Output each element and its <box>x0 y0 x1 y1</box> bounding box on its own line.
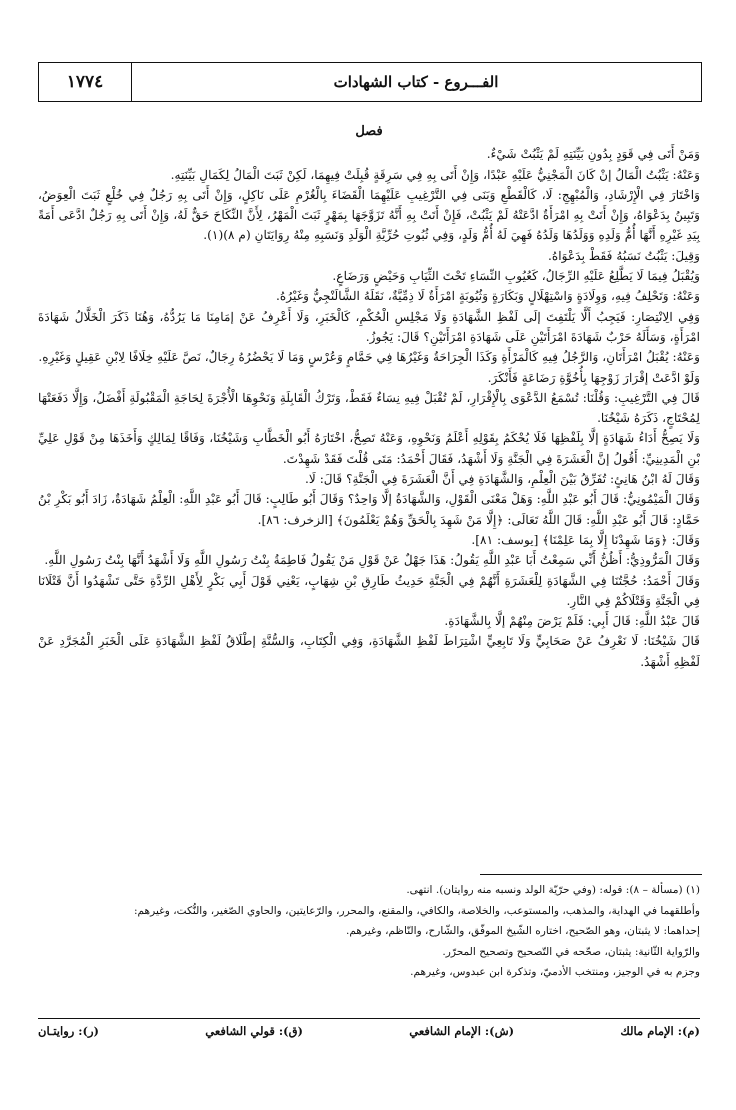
paragraph: وَمَنْ أَتَى فِي قَوَدٍ بِدُونِ بَيِّنَتِهِ لَمْ يَثْبُتْ شَيْءٌ. <box>486 147 700 162</box>
paragraph: وَفِي الِانْتِصَارِ: فَيَجِبُ أَلَّا يَلْتَفِتَ إلَى لَفْظِ الشَّهَادَةِ وَلَا مَجْلِسِ الْحُكْمِ، كَالْخَبَرِ، وَلَا أَعْرِفُ عَنْ إمَامِنَا مَا يَرُدُّهُ، وَهُنَا ذَكَرَ الْخَلَّالُ شَهَادَةَ امْرَأَةٍ، وَسَأَلَهُ حَرْبٌ شَهَادَةَ امْرَأَتَيْنِ عَلَى شَهَادَةِ امْرَأَتَيْنِ؟ قَالَ: يَجُوزُ. <box>38 309 700 344</box>
paragraph: وَقَالَ الْمَرُّوذِيُّ: أَظُنُّ أَنِّي سَمِعْتُ أَبَا عَبْدِ اللَّهِ يَقُولُ: هَذَا جَهْلٌ عَنْ قَوْلِ مَنْ يَقُولُ فَاطِمَةُ بِنْتُ رَسُولِ اللَّهِ وَلَا أَشْهَدُ أَنَّهَا بِنْتُ رَسُولِ اللَّهِ. <box>44 553 700 568</box>
paragraph: وَلَا يَصِحُّ أَدَاءُ شَهَادَةٍ إلَّا بِلَفْظِهَا فَلَا يُحْكَمُ بِقَوْلِهِ أَعْلَمُ وَنَحْوِهِ، وَعَنْهُ تَصِحُّ، اخْتَارَهُ أَبُو الْخَطَّابِ وَشَيْخُنَا، وَفَاقًا لِمَالِكٍ وَأَخَذَهَا مِنْ قَوْلِ عَلِيِّ بْنِ الْمَدِينِيِّ: أَقُولُ إنَّ الْعَشَرَةَ فِي الْجَنَّةِ وَلَا أَشْهَدُ، فَقَالَ أَحْمَدُ: مَتَى قُلْتَ فَقَدْ شَهِدْتَ. <box>38 431 700 466</box>
footnote-line: (١) (مسألة – ٨): قوله: (وفي حرّيّة الولد ونسبه منه روايتان). انتهى. <box>406 884 700 896</box>
legend-item: (ر): روايتـان <box>38 1024 99 1038</box>
paragraph: وَقِيلَ: يَثْبُتُ نَسَبُهُ فَقَطْ بِدَعْوَاهُ. <box>548 248 700 263</box>
abbreviation-legend <box>38 1024 700 1038</box>
paragraph: وَاخْتَارَ فِي الْإِرْشَادِ، وَالْمُبْهِجِ: لَا، كَالْقَطْعِ وَبَنَى فِي التَّرْغِيبِ عَلَيْهِمَا الْقَضَاءَ بِالْغُرْمِ عَلَى نَاكِلٍ، وَإِنْ أَتَى بِهِ رَجُلٌ فِي خُلْعٍ ثَبَتَ الْعِوَضُ، وَتَبِينُ بِدَعْوَاهُ، وَإِنْ أَتَتْ بِهِ امْرَأَةٌ ادَّعَتْهُ لَمْ يَثْبُتْ، فَإِنْ أَتَتْ بِهِ أَنَّهُ تَزَوَّجَهَا بِمَهْرٍ ثَبَتَ الْمَهْرُ، لِأَنَّ النِّكَاحَ حَقٌّ لَهُ، وَإِنْ أَتَى بِهِ رَجُلٌ ادَّعَى أَمَةً بِيَدِ غَيْرِهِ أَنَّهَا أُمُّ وَلَدِهِ وَوَلَدُهَا وَلَدُهُ فَهِيَ لَهُ أُمُّ وَلَدٍ، وَفِي ثُبُوتِ حُرِّيَّةِ الْوَلَدِ وَنَسَبِهِ مِنْهُ رِوَايَتَانِ (م ٨)(١). <box>38 187 700 243</box>
paragraph: وَلَوْ ادَّعَتْ إقْرَارَ زَوْجِهَا بِأُخُوَّةِ رَضَاعَةٍ فَأَنْكَرَ. <box>487 370 700 385</box>
paragraph: وَقَالَ: ﴿وَمَا شَهِدْنَا إِلَّا بِمَا عَلِمْنَا﴾ [يوسف: ٨١]. <box>471 532 700 547</box>
paragraph: قَالَ شَيْخُنَا: لَا نَعْرِفُ عَنْ صَحَابِيٍّ وَلَا تَابِعِيٍّ اشْتِرَاطَ لَفْظِ الشَّهَادَةِ، وَفِي الْكِتَابِ، وَالسُّنَّةِ إطْلَاقُ لَفْظِ الشَّهَادَةِ عَلَى الْخَبَرِ الْمُجَرَّدِ عَنْ لَفْظِهِ أَشْهَدُ. <box>38 634 700 669</box>
paragraph: وَقَالَ الْمَيْمُونِيُّ: قَالَ أَبُو عَبْدِ اللَّهِ: وَهَلْ مَعْنَى الْقَوْلِ، وَالشَّهَادَةُ إلَّا وَاحِدٌ؟ وَقَالَ أَبُو طَالِبٍ: قَالَ أَبُو عَبْدِ اللَّهِ: الْعِلْمُ شَهَادَةٌ، زَادَ أَبُو بَكْرِ بْنُ حَمَّادٍ: قَالَ أَبُو عَبْدِ اللَّهِ: قَالَ اللَّهُ تَعَالَى: ﴿إِلَّا مَنْ شَهِدَ بِالْحَقِّ وَهُمْ يَعْلَمُونَ﴾ [الزخرف: ٨٦]. <box>38 492 700 527</box>
paragraph: وَيُقْبَلُ فِيمَا لَا يَطَّلِعُ عَلَيْهِ الرِّجَالُ، كَعُيُوبِ النِّسَاءِ تَحْتَ الثِّيَابِ وَحَيْضٍ وَرَضَاعٍ. <box>332 269 700 284</box>
paragraph: قَالَ عَبْدُ اللَّهِ: قَالَ أَبِي: فَلَمْ يَرْضَ مِنْهُمْ إلَّا بِالشَّهَادَةِ. <box>444 614 700 629</box>
paragraph: وَقَالَ لَهُ ابْنُ هَانِئٍ: تُفَرِّقُ بَيْنَ الْعِلْمِ، وَالشَّهَادَةِ فِي أَنَّ الْعَشَرَةَ فِي الْجَنَّةِ؟ قَالَ: لَا. <box>305 472 700 487</box>
footnotes <box>38 880 700 983</box>
footnote-line: إحداهما: لا يثبتان، وهو الصّحيح، اختاره الشّيخ الموفّق، والشّارح، والنّاظم، وغيرهم. <box>346 925 700 937</box>
paragraph: قَالَ فِي التَّرْغِيبِ: وَقُلْنَا: تُسْمَعُ الدَّعْوَى بِالْإِقْرَارِ، لَمْ تُقْبَلْ فِيهِ نِسَاءٌ فَقَطْ، وَتَرْكُ الْقَابِلَةِ وَنَحْوِهَا الْأُجْرَةَ لِحَاجَةِ الْمَقْبُولَةِ أَفْضَلُ، وَإِلَّا دَفَعَتْهَا لِمُحْتَاجٍ، ذَكَرَهُ شَيْخُنَا. <box>38 390 700 426</box>
legend-item: (ق): قولي الشافعي <box>205 1024 303 1038</box>
footnote-line: وأطلقهما في الهداية، والمذهب، والمستوعب، والخلاصة، والكافي، والمقنع، والمحرر، والرّعايتين، والحاوي الصّغير، والنُّكت، وغيرهم: <box>133 904 700 917</box>
footnote-line: والرّواية الثّانية: يثبتان، صحّحه في التّصحيح وتصحيح المحرّر. <box>442 945 700 958</box>
paragraph: وَعَنْهُ: وَتَحْلِفُ فِيهِ، وَوِلَادَةٍ وَاسْتِهْلَالٍ وَبَكَارَةٍ وَثُيُوبَةٍ امْرَأَةٌ لَا ذِمِّيَّةٌ، نَقَلَهُ الشَّالَنْجِيُّ وَغَيْرُهُ. <box>276 289 700 304</box>
main-text <box>38 122 700 672</box>
running-title: الفـــروع - كتاب الشهادات <box>333 73 499 91</box>
paragraph: وَعَنْهُ: يُقْبَلُ امْرَأَتَانِ، وَالرَّجُلُ فِيهِ كَالْمَرْأَةِ وَكَذَا الْجِرَاحَةُ وَغَيْرُهَا فِي حَمَّامٍ وَعُرْسٍ وَمَا لَا يَحْضُرُهُ رِجَالٌ، نَصَّ عَلَيْهِ خِلَافًا لِابْنِ عَقِيلٍ وَغَيْرِهِ. <box>38 350 700 365</box>
legend-divider <box>38 1018 700 1019</box>
footnote-line: وجزم به في الوجيز، ومنتخب الأدميّ، وتذكرة ابن عبدوس، وغيرهم. <box>410 966 700 978</box>
legend-item: (م): الإمام مالك <box>620 1024 700 1038</box>
book-page <box>38 62 702 1082</box>
page-number: ١٧٧٤ <box>39 63 132 101</box>
paragraph: وَعَنْهُ: يَثْبُتُ الْمَالُ إنْ كَانَ الْمَجْنِيُّ عَلَيْهِ عَبْدًا، وَإِنْ أَتَى بِهِ فِي سَرِقَةٍ قُبِلَتْ فِيهِمَا، لَكِنْ ثَبَتَ الْمَالُ لِكَمَالِ بَيِّنَتِهِ. <box>170 167 700 182</box>
footnote-divider <box>480 874 702 875</box>
section-heading: فصل <box>355 124 383 139</box>
page-header <box>38 62 702 102</box>
legend-item: (ش): الإمام الشافعي <box>409 1024 515 1038</box>
paragraph: وَقَالَ أَحْمَدُ: حُجَّتُنَا فِي الشَّهَادَةِ لِلْعَشَرَةِ أَنَّهُمْ فِي الْجَنَّةِ حَدِيثُ طَارِقِ بْنِ شِهَابٍ، يَعْنِي قَوْلَ أَبِي بَكْرٍ لِأَهْلِ الرِّدَّةِ حَتَّى تَشْهَدُوا أَنَّ قَتْلَانَا فِي الْجَنَّةِ وَقَتْلَاكُمْ فِي النَّارِ. <box>38 573 700 608</box>
